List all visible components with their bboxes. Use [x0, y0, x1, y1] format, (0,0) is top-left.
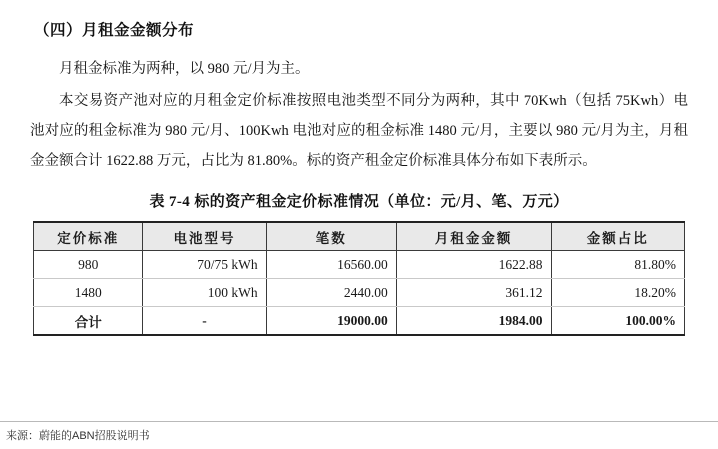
table-header-row: [34, 222, 685, 251]
cell-amount-share: 81.80%: [551, 251, 684, 279]
cell-total-battery-model: -: [143, 307, 266, 336]
cell-pricing-standard: 1480: [34, 279, 143, 307]
cell-count: 2440.00: [266, 279, 396, 307]
rent-pricing-table: [33, 221, 685, 336]
cell-battery-model: 70/75 kWh: [143, 251, 266, 279]
table-body: [34, 251, 685, 336]
table-header: [34, 222, 685, 251]
table-row: [34, 251, 685, 279]
cell-total-monthly-rent-amount: 1984.00: [396, 307, 551, 336]
table-row-total: [34, 307, 685, 336]
section-heading: （四）月租金金额分布: [34, 22, 195, 39]
paragraph-1: 月租金标准为两种，以 980 元/月为主。: [59, 61, 310, 77]
column-header-monthly-rent-amount: 月租金金额: [396, 222, 551, 251]
cell-monthly-rent-amount: 1622.88: [396, 251, 551, 279]
cell-total-count: 19000.00: [266, 307, 396, 336]
cell-pricing-standard: 980: [34, 251, 143, 279]
table-caption: 表 7-4 标的资产租金定价标准情况（单位：元/月、笔、万元）: [149, 194, 569, 210]
column-header-pricing-standard: 定价标准: [34, 222, 143, 251]
cell-total-amount-share: 100.00%: [551, 307, 684, 336]
column-header-amount-share: 金额占比: [551, 222, 684, 251]
table-row: [34, 279, 685, 307]
cell-count: 16560.00: [266, 251, 396, 279]
column-header-battery-model: 电池型号: [143, 222, 266, 251]
source-note: 来源：蔚能的ABN招股说明书: [0, 421, 718, 449]
cell-monthly-rent-amount: 361.12: [396, 279, 551, 307]
cell-battery-model: 100 kWh: [143, 279, 266, 307]
paragraph-2: 本交易资产池对应的月租金定价标准按照电池类型不同分为两种，其中 70Kwh（包括 75Kwh）电池对应的租金标准为 980 元/月、100Kwh 电池对应的租金标准 1480 元/月，主要以 980 元/月为主，月租金金额合计 1622.88 万元，占比为 81.80%。标的资产租金定价标准具体分布如下表所示。: [30, 93, 688, 169]
column-header-count: 笔数: [266, 222, 396, 251]
cell-total-label: 合计: [34, 307, 143, 336]
cell-amount-share: 18.20%: [551, 279, 684, 307]
